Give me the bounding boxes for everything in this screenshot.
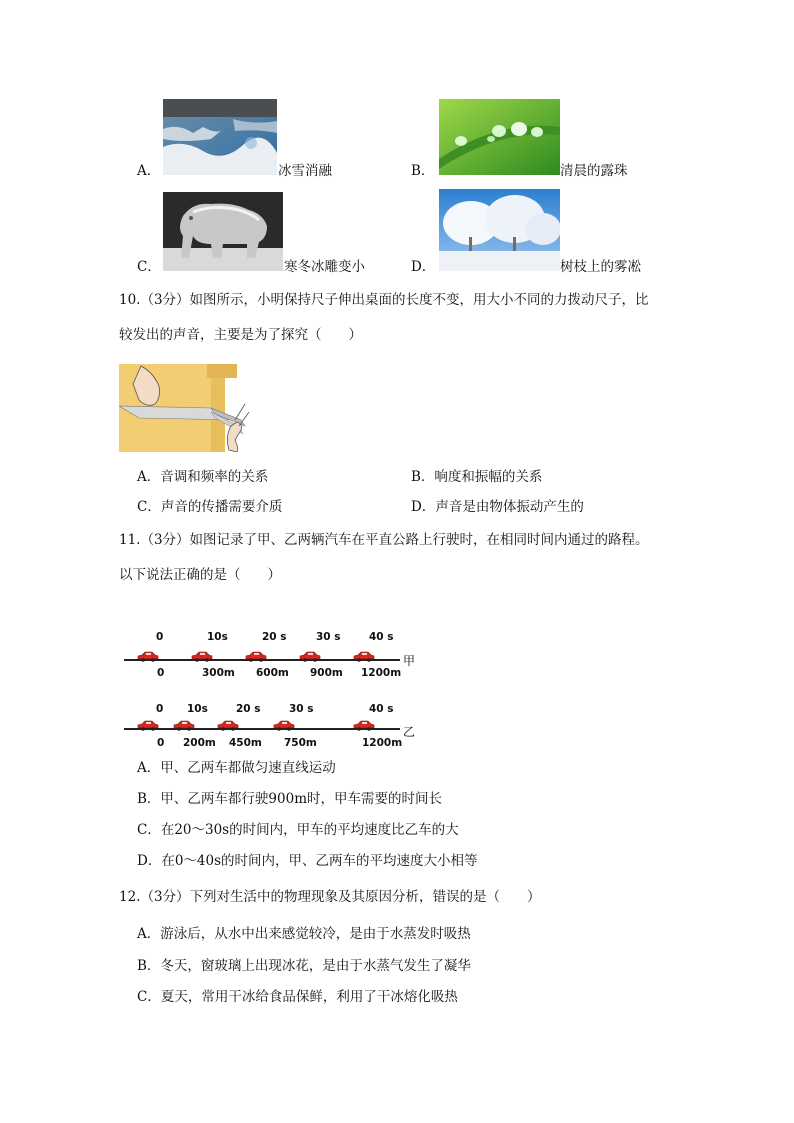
q10-option-c: C．声音的传播需要介质 — [137, 499, 283, 515]
yi-dist-0: 0 — [157, 737, 165, 749]
q10-stem-line2: 较发出的声音，主要是为了探究（ ） — [119, 327, 362, 343]
q11-stem-line2: 以下说法正确的是（ ） — [119, 567, 281, 583]
jia-dist-0: 0 — [157, 667, 165, 679]
yi-time-20: 20 s — [236, 703, 261, 715]
yi-dist-750: 750m — [284, 737, 317, 749]
q12-stem-line1: 12.（3分）下列对生活中的物理现象及其原因分析，错误的是（ ） — [119, 889, 541, 905]
yi-car-30 — [272, 716, 294, 728]
jia-road-line — [124, 659, 400, 661]
yi-dist-450: 450m — [229, 737, 262, 749]
yi-car-0 — [136, 716, 158, 728]
ice-sculpture-photo — [163, 192, 283, 271]
yi-time-10: 10s — [187, 703, 208, 715]
yi-dist-1200: 1200m — [362, 737, 403, 749]
jia-time-30: 30 s — [316, 631, 341, 643]
option-a-caption: 冰雪消融 — [278, 163, 332, 179]
yi-label: 乙 — [403, 725, 416, 739]
yi-time-0: 0 — [156, 703, 164, 715]
yi-time-30: 30 s — [289, 703, 314, 715]
yi-dist-200: 200m — [183, 737, 216, 749]
ruler-table-illustration — [119, 364, 251, 452]
jia-dist-300: 300m — [202, 667, 235, 679]
melting-snow-photo — [163, 99, 277, 175]
yi-car-10 — [172, 716, 194, 728]
q11-stem-line1: 11.（3分）如图记录了甲、乙两辆汽车在平直公路上行驶时，在相同时间内通过的路程。 — [119, 532, 649, 548]
q11-option-d: D．在0～40s的时间内，甲、乙两车的平均速度大小相等 — [137, 853, 478, 869]
jia-car-30 — [298, 647, 320, 659]
rime-trees-photo — [439, 189, 560, 271]
jia-car-20 — [244, 647, 266, 659]
q12-option-b: B．冬天，窗玻璃上出现冰花，是由于水蒸气发生了凝华 — [137, 958, 471, 974]
option-a-letter: A． — [137, 163, 161, 179]
option-c-letter: C． — [137, 259, 161, 275]
jia-time-10: 10s — [207, 631, 228, 643]
q12-option-a: A．游泳后，从水中出来感觉较冷，是由于水蒸发时吸热 — [137, 926, 471, 942]
jia-dist-1200: 1200m — [361, 667, 402, 679]
option-c-caption: 寒冬冰雕变小 — [284, 259, 365, 275]
yi-car-40 — [352, 716, 374, 728]
jia-car-10 — [190, 647, 212, 659]
q10-option-d: D．声音是由物体振动产生的 — [411, 499, 584, 515]
q11-option-b: B．甲、乙两车都行驶900m时，甲车需要的时间长 — [137, 791, 442, 807]
jia-dist-600: 600m — [256, 667, 289, 679]
jia-label: 甲 — [403, 654, 416, 668]
q10-stem-line1: 10.（3分）如图所示，小明保持尺子伸出桌面的长度不变，用大小不同的力拨动尺子，比 — [119, 292, 649, 308]
q11-option-c: C．在20～30s的时间内，甲车的平均速度比乙车的大 — [137, 822, 459, 838]
option-b-caption: 清晨的露珠 — [560, 163, 628, 179]
jia-dist-900: 900m — [310, 667, 343, 679]
option-d-letter: D． — [411, 259, 436, 275]
yi-car-20 — [216, 716, 238, 728]
option-b-letter: B． — [411, 163, 435, 179]
jia-car-0 — [136, 647, 158, 659]
q12-option-c: C．夏天，常用干冰给食品保鲜，利用了干冰熔化吸热 — [137, 989, 458, 1005]
option-d-caption: 树枝上的雾凇 — [560, 259, 641, 275]
q10-option-a: A．音调和频率的关系 — [137, 469, 269, 485]
jia-time-0: 0 — [156, 631, 164, 643]
q10-option-b: B．响度和振幅的关系 — [411, 469, 543, 485]
yi-time-40: 40 s — [369, 703, 394, 715]
dew-drops-photo — [439, 99, 560, 175]
jia-time-40: 40 s — [369, 631, 394, 643]
jia-time-20: 20 s — [262, 631, 287, 643]
car-motion-diagram — [120, 620, 420, 750]
yi-road-line — [124, 728, 400, 730]
q11-option-a: A．甲、乙两车都做匀速直线运动 — [137, 760, 336, 776]
jia-car-40 — [352, 647, 374, 659]
